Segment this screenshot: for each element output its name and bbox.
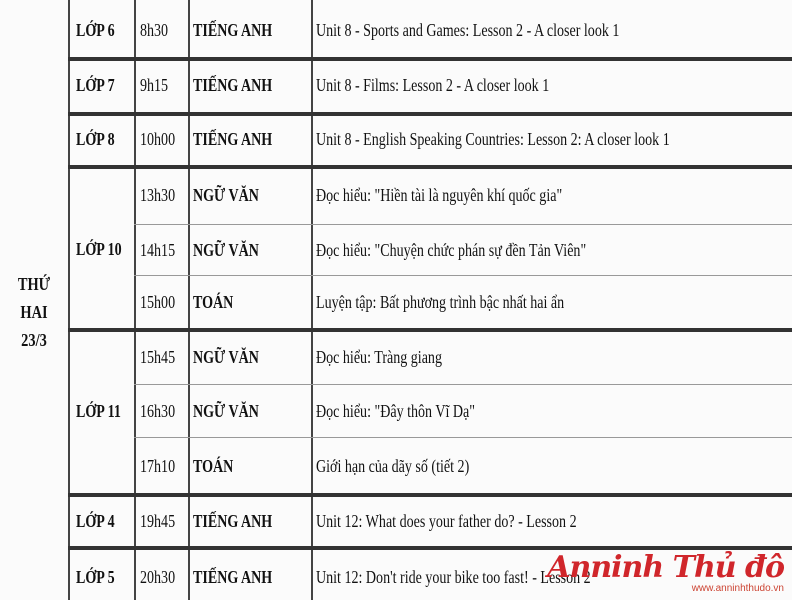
- time-cell: 19h45: [140, 511, 176, 531]
- row-divider: [68, 112, 792, 116]
- lesson-cell: Giới hạn của dãy số (tiết 2): [316, 456, 470, 476]
- row-divider: [134, 437, 792, 438]
- row-divider: [68, 57, 792, 61]
- subject-cell: NGỮ VĂN: [193, 185, 259, 205]
- grade-cell: LỚP 6: [76, 20, 115, 40]
- time-cell: 13h30: [140, 185, 176, 205]
- grade-cell: LỚP 11: [76, 401, 121, 421]
- grade-cell: LỚP 10: [76, 239, 122, 259]
- time-cell: 15h00: [140, 292, 176, 312]
- lesson-cell: Đọc hiểu: "Đây thôn Vĩ Dạ": [316, 401, 475, 421]
- column-divider: [311, 0, 313, 600]
- day-name: THỨ HAI: [17, 274, 51, 322]
- row-divider: [68, 493, 792, 497]
- watermark-brand: Anninh Thủ đô: [547, 550, 784, 585]
- row-divider: [134, 384, 792, 385]
- column-divider: [188, 0, 190, 600]
- time-cell: 15h45: [140, 347, 176, 367]
- subject-cell: TOÁN: [193, 292, 234, 312]
- lesson-cell: Unit 12: Don't ride your bike too fast! - Lesson 2: [316, 567, 591, 587]
- time-cell: 16h30: [140, 401, 176, 421]
- subject-cell: NGỮ VĂN: [193, 401, 259, 421]
- column-divider: [68, 0, 70, 600]
- lesson-cell: Đọc hiểu: Tràng giang: [316, 347, 442, 367]
- lesson-cell: Luyện tập: Bất phương trình bậc nhất hai ẩn: [316, 292, 565, 312]
- lesson-cell: Unit 12: What does your father do? - Lesson 2: [316, 511, 577, 531]
- lesson-cell: Đọc hiểu: "Chuyện chức phán sự đền Tản Viên": [316, 240, 587, 260]
- row-divider: [134, 275, 792, 276]
- row-divider: [68, 328, 792, 332]
- subject-cell: TIẾNG ANH: [193, 75, 273, 95]
- time-cell: 20h30: [140, 567, 176, 587]
- column-divider: [134, 0, 136, 600]
- lesson-cell: Unit 8 - Films: Lesson 2 - A closer look 1: [316, 75, 550, 95]
- watermark-url: www.anninhthudo.vn: [691, 583, 784, 594]
- grade-cell: LỚP 5: [76, 567, 115, 587]
- subject-cell: TIẾNG ANH: [193, 20, 273, 40]
- watermark-logo: [547, 550, 784, 594]
- lesson-cell: Đọc hiểu: "Hiền tài là nguyên khí quốc gia": [316, 185, 563, 205]
- subject-cell: NGỮ VĂN: [193, 240, 259, 260]
- time-cell: 14h15: [140, 240, 176, 260]
- lesson-cell: Unit 8 - English Speaking Countries: Lesson 2: A closer look 1: [316, 129, 670, 149]
- grade-cell: LỚP 4: [76, 511, 115, 531]
- day-label: [0, 270, 68, 354]
- subject-cell: TIẾNG ANH: [193, 511, 273, 531]
- subject-cell: TIẾNG ANH: [193, 567, 273, 587]
- lesson-cell: Unit 8 - Sports and Games: Lesson 2 - A closer look 1: [316, 20, 620, 40]
- grade-cell: LỚP 8: [76, 129, 115, 149]
- time-cell: 8h30: [140, 20, 169, 40]
- subject-cell: TOÁN: [193, 456, 234, 476]
- time-cell: 9h15: [140, 75, 169, 95]
- row-divider: [68, 165, 792, 169]
- grade-cell: LỚP 7: [76, 75, 115, 95]
- time-cell: 10h00: [140, 129, 176, 149]
- row-divider: [134, 224, 792, 225]
- subject-cell: NGỮ VĂN: [193, 347, 259, 367]
- day-date: 23/3: [21, 330, 47, 350]
- subject-cell: TIẾNG ANH: [193, 129, 273, 149]
- time-cell: 17h10: [140, 456, 176, 476]
